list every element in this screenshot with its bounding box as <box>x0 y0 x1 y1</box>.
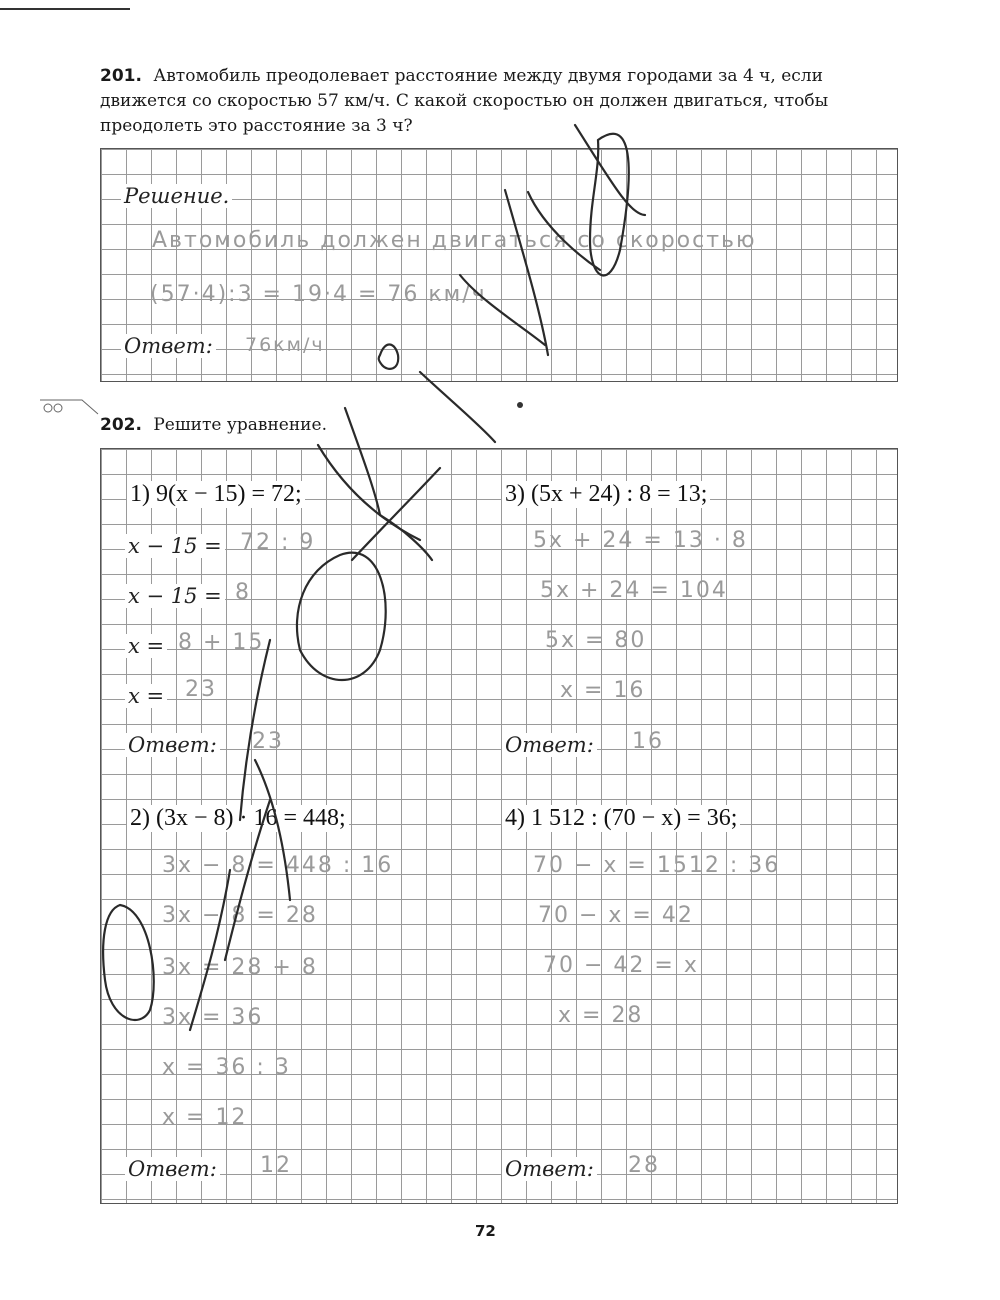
eq4-answer-label: Ответ: <box>502 1157 597 1181</box>
eq1-row4-hand: 23 <box>185 677 217 702</box>
eq2-answer-label: Ответ: <box>125 1157 220 1181</box>
eq4-step2: 70 − x = 42 <box>538 903 694 928</box>
task-202-text <box>100 413 700 438</box>
top-rule <box>0 8 130 10</box>
task-201-statement: Автомобиль преодолевает расстояние между двумя городами за 4 ч, если движется со скоростью 57 км/ч. С какой скоростью он должен двигаться, чтобы преодолеть это расстояние за 3 ч? <box>100 66 829 136</box>
eq3-step4: x = 16 <box>560 678 646 703</box>
equation-1: 1) 9(x − 15) = 72; <box>127 481 305 508</box>
eq4-step3: 70 − 42 = x <box>543 953 699 978</box>
eq4-step1: 70 − x = 1512 : 36 <box>533 853 781 878</box>
eq1-row2-hand: 8 <box>235 580 251 605</box>
pencil-dot <box>517 402 523 408</box>
equation-3: 3) (5x + 24) : 8 = 13; <box>502 481 710 508</box>
task-201-text <box>100 64 900 139</box>
equation-2: 2) (3x − 8) · 16 = 448; <box>127 805 349 832</box>
task-202-number: 202. <box>100 415 142 435</box>
eq2-step6: x = 12 <box>162 1105 248 1130</box>
answer-value-201: 76км/ч <box>245 334 325 356</box>
task-202-statement: Решите уравнение. <box>153 415 327 435</box>
eq2-answer-value: 12 <box>260 1153 292 1178</box>
equation-4: 4) 1 512 : (70 − x) = 36; <box>502 805 740 832</box>
eq1-row3-prefix: x = <box>125 634 167 658</box>
eq1-row3-hand: 8 + 15 <box>178 630 265 655</box>
handwritten-line-1: Автомобиль должен двигаться со скоростью <box>152 228 757 253</box>
task-201-number: 201. <box>100 66 142 86</box>
answer-label-201: Ответ: <box>121 334 216 358</box>
solution-label: Решение. <box>121 184 232 208</box>
eq3-step2: 5x + 24 = 104 <box>540 578 728 603</box>
page-number: 72 <box>475 1222 496 1240</box>
eq2-step5: x = 36 : 3 <box>162 1055 291 1080</box>
eq2-step2: 3x − 8 = 28 <box>162 903 318 928</box>
eq3-answer-value: 16 <box>632 729 664 754</box>
eq1-row4-prefix: x = <box>125 684 167 708</box>
eq2-step4: 3x = 36 <box>162 1005 264 1030</box>
eq1-row1-hand: 72 : 9 <box>240 530 316 555</box>
handwritten-line-2: (57·4):3 = 19·4 = 76 км/ч <box>150 282 487 307</box>
eq1-answer-value: 23 <box>252 729 284 754</box>
eq3-step3: 5x = 80 <box>545 628 647 653</box>
eq2-step3: 3x = 28 + 8 <box>162 955 318 980</box>
eq1-row2-prefix: x − 15 = <box>125 584 225 608</box>
eq3-answer-label: Ответ: <box>502 733 597 757</box>
eq4-answer-value: 28 <box>628 1153 660 1178</box>
eq1-answer-label: Ответ: <box>125 733 220 757</box>
eq1-row1-prefix: x − 15 = <box>125 534 225 558</box>
eq4-step4: x = 28 <box>558 1003 644 1028</box>
eq3-step1: 5x + 24 = 13 · 8 <box>533 528 748 553</box>
eq2-step1: 3x − 8 = 448 : 16 <box>162 853 394 878</box>
